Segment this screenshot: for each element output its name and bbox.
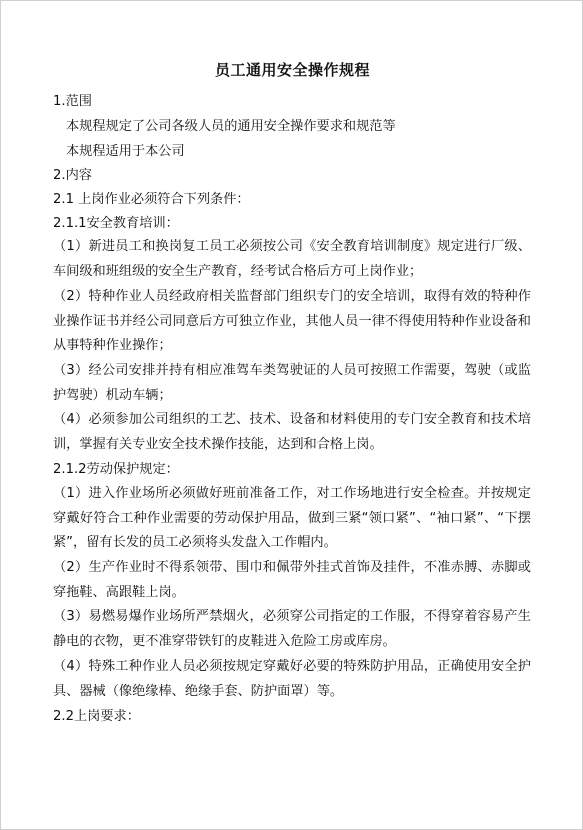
section-2-1-2-heading: 2.1.2劳动保护规定： <box>53 462 179 477</box>
scope-line-2: 本规程适用于本公司 <box>66 144 185 159</box>
scope-line-1: 本规程规定了公司各级人员的通用安全操作要求和规范等 <box>66 119 396 134</box>
document-title: 员工通用安全操作规程 <box>214 61 370 79</box>
section-2-1-heading: 2.1 上岗作业必须符合下列条件： <box>53 192 250 207</box>
protection-item-1: （1）进入作业场所必须做好班前准备工作，对工作场地进行安全检查。并按规定穿戴好符合工种作业需要的劳动保护用品，做到三紧“领口紧”、“袖口紧”、“下摆紧”，留有长发的员工必须将头发盘入工作帽内。 <box>53 486 531 551</box>
protection-item-4: （4）特殊工种作业人员必须按规定穿戴好必要的特殊防护用品，正确使用安全护具、器械（像绝缘棒、绝缘手套、防护面罩）等。 <box>53 659 531 699</box>
training-item-3: （3）经公司安排并持有相应准驾车类驾驶证的人员可按照工作需要，驾驶（或监护驾驶）机动车辆； <box>53 363 531 403</box>
section-1-heading: 1.范围 <box>53 94 92 109</box>
protection-item-3: （3）易燃易爆作业场所严禁烟火，必须穿公司指定的工作服，不得穿着容易产生静电的衣物，更不准穿带铁钉的皮鞋进入危险工房或库房。 <box>53 609 531 649</box>
protection-item-2: （2）生产作业时不得系领带、围巾和佩带外挂式首饰及挂件，不准赤膊、赤脚或穿拖鞋、高跟鞋上岗。 <box>53 560 531 600</box>
section-2-2-heading: 2.2上岗要求： <box>53 709 140 724</box>
section-2-heading: 2.内容 <box>53 168 92 183</box>
training-item-2: （2）特种作业人员经政府相关监督部门组织专门的安全培训，取得有效的特种作业操作证书并经公司同意后方可独立作业，其他人员一律不得使用特种作业设备和从事特种作业操作； <box>53 289 531 354</box>
training-item-4: （4）必须参加公司组织的工艺、技术、设备和材料使用的专门安全教育和技术培训，掌握有关专业安全技术操作技能，达到和合格上岗。 <box>53 412 531 452</box>
training-item-1: （1）新进员工和换岗复工员工必须按公司《安全教育培训制度》规定进行厂级、车间级和班组级的安全生产教育，经考试合格后方可上岗作业； <box>53 239 531 279</box>
section-2-1-1-heading: 2.1.1安全教育培训： <box>53 216 179 231</box>
